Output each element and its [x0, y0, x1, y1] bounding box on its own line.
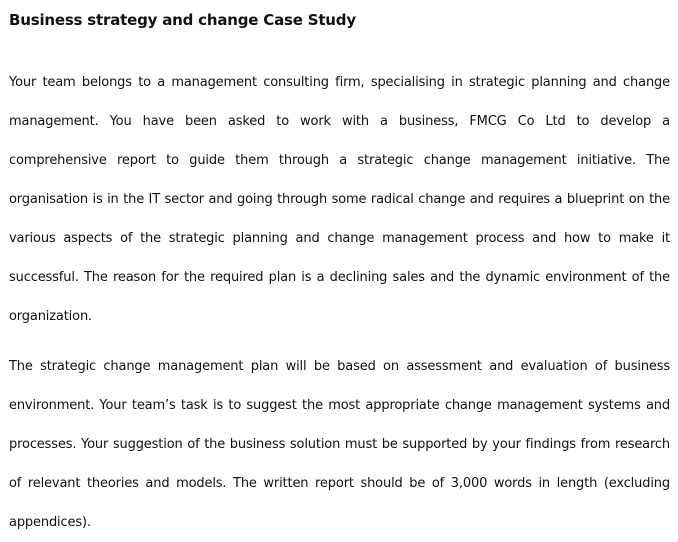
case-study-paragraph-1: Your team belongs to a management consulting firm, specialising in strategic planning and change management. You have been asked to work with a business, FMCG Co Ltd to develop a comprehensive report to guide them through a strategic change management initiative. The organisation is in the IT sector and going through some radical change and requires a blueprint on the various aspects of the strategic planning and change management process and how to make it successful. The reason for the required plan is a declining sales and the dynamic environment of the organization. — [9, 75, 670, 324]
document-title: Business strategy and change Case Study — [9, 11, 356, 29]
case-study-paragraph-2: The strategic change management plan will be based on assessment and evaluation of business environment. Your team’s task is to suggest the most appropriate change management systems and processes. Your suggestion of the business solution must be supported by your findings from research of relevant theories and models. The written report should be of 3,000 words in length (excluding appendices). — [9, 359, 670, 530]
